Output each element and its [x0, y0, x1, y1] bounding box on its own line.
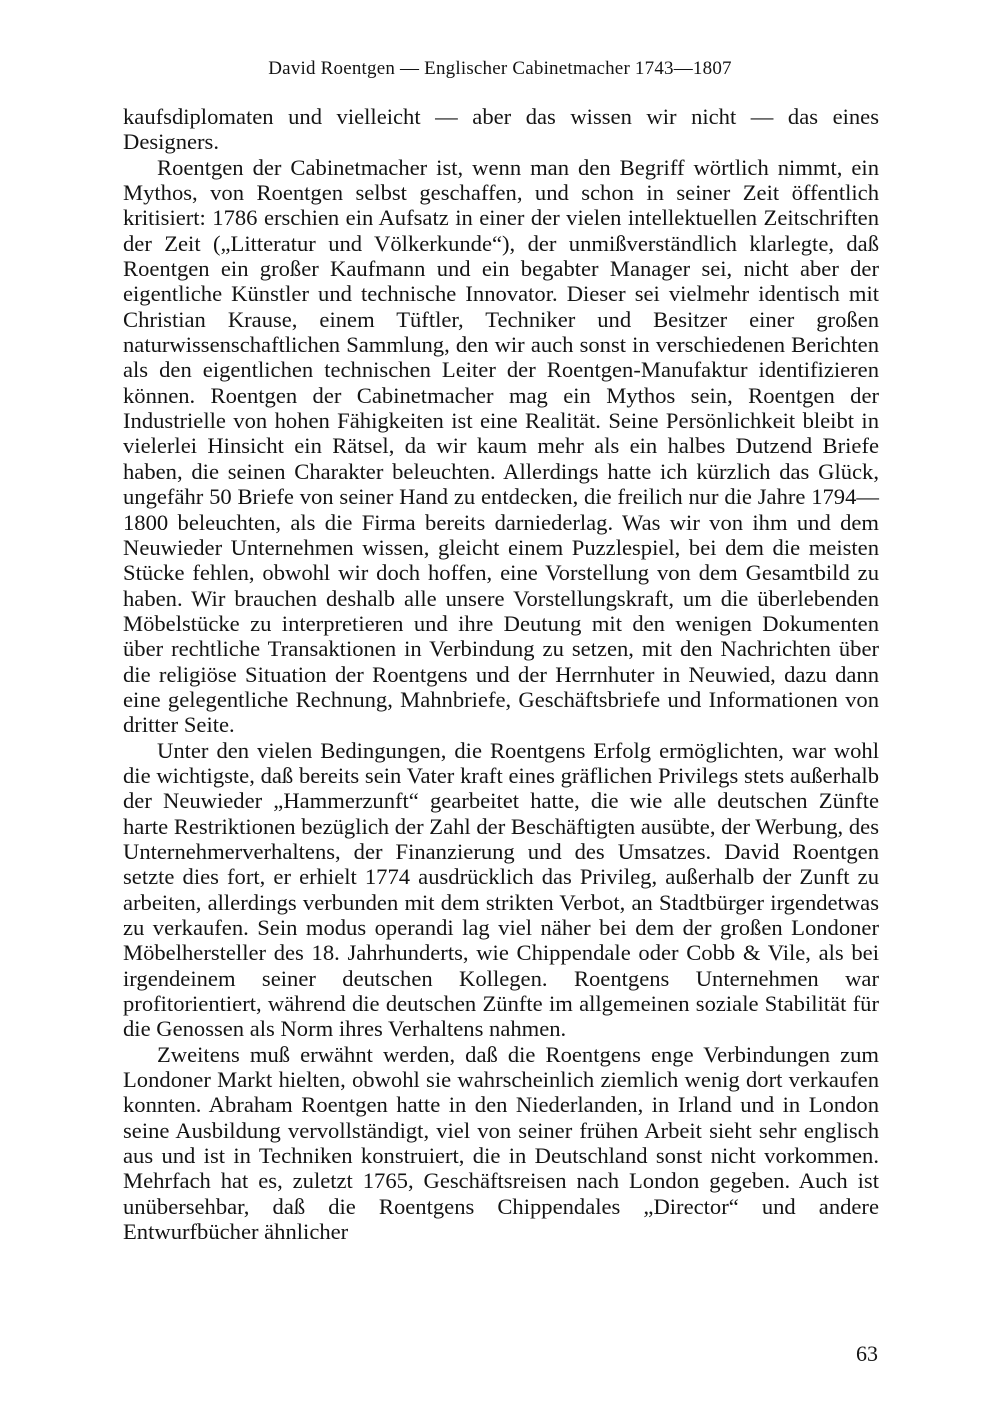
paragraph: Unter den vielen Bedingungen, die Roentgens Erfolg ermöglichten, war wohl die wichtigste, daß bereits sein Vater kraft eines gräflichen Privilegs stets außerhalb der Neuwieder „Hammerzunft“ gearbeitet hatte, die wie alle deutschen Zünfte harte Restriktionen bezüglich der Zahl der Beschäftigten ausübte, der Werbung, des Unternehmerverhaltens, der Finanzierung und des Umsatzes. David Roentgen setzte dies fort, er erhielt 1774 ausdrücklich das Privileg, außerhalb der Zunft zu arbeiten, allerdings verbunden mit dem strikten Verbot, an Stadtbürger irgendetwas zu verkaufen. Sein modus operandi lag viel näher bei dem der großen Londoner Möbelhersteller des 18. Jahrhunderts, wie Chippendale oder Cobb & Vile, als bei irgendeinem seiner deutschen Kollegen. Roentgens Unternehmen war profitorientiert, während die deutschen Zünfte im allgemeinen soziale Stabilität für die Genossen als Norm ihres Verhaltens nahmen. — [123, 737, 879, 1042]
running-header: David Roentgen — Englischer Cabinetmacher 1743—1807 — [268, 58, 732, 79]
page-number: 63 — [856, 1341, 878, 1366]
paragraph: Roentgen der Cabinetmacher ist, wenn man den Begriff wörtlich nimmt, ein Mythos, von Roentgen selbst geschaffen, und schon in seiner Zeit öffentlich kritisiert: 1786 erschien ein Aufsatz in einer der vielen intellektuellen Zeitschriften der Zeit („Litteratur und Völkerkunde“), der unmißverständlich klarlegte, daß Roentgen ein großer Kaufmann und ein begabter Manager sei, nicht aber der eigentliche Künstler und technische Innovator. Dieser sei vielmehr identisch mit Christian Krause, einem Tüftler, Techniker und Besitzer einer großen naturwissenschaftlichen Sammlung, den wir auch sonst in verschiedenen Berichten als den eigentlichen technischen Leiter der Roentgen-Manufaktur identifizieren können. Roentgen der Cabinetmacher mag ein Mythos sein, Roentgen der Industrielle von hohen Fähigkeiten ist eine Realität. Seine Persönlichkeit bleibt in vielerlei Hinsicht ein Rätsel, da wir kaum mehr als ein halbes Dutzend Briefe haben, die seinen Charakter beleuchten. Allerdings hatte ich kürzlich das Glück, ungefähr 50 Briefe von seiner Hand zu entdecken, die freilich nur die Jahre 1794—1800 beleuchten, als die Firma bereits darniederlag. Was wir von ihm und dem Neuwieder Unternehmen wissen, gleicht einem Puzzlespiel, bei dem die meisten Stücke fehlen, obwohl wir doch hoffen, eine Vorstellung von dem Gesamtbild zu haben. Wir brauchen deshalb alle unsere Vorstellungskraft, um die überlebenden Möbelstücke zu interpretieren und ihre Deutung mit den wenigen Dokumenten über rechtliche Transaktionen in Verbindung zu setzen, mit den Nachrichten über die religiöse Situation der Roentgens und der Herrnhuter in Neuwied, dazu dann eine gelegentliche Rechnung, Mahnbriefe, Geschäftsbriefe und Informationen von dritter Seite. — [123, 154, 879, 738]
paragraph: Zweitens muß erwähnt werden, daß die Roentgens enge Verbindungen zum Londoner Markt hielten, obwohl sie wahrscheinlich ziemlich wenig dort verkaufen konnten. Abraham Roentgen hatte in den Niederlanden, in Irland und in London seine Ausbildung vervollständigt, viel von seiner frühen Arbeit sieht sehr englisch aus und ist in Techniken konstruiert, die in Deutschland sonst nicht vorkommen. Mehrfach hat es, zuletzt 1765, Geschäftsreisen nach London gegeben. Auch ist unübersehbar, daß die Roentgens Chippendales „Director“ und andere Entwurfbücher ähnlicher — [123, 1041, 879, 1245]
paragraph: kaufsdiplomaten und vielleicht — aber das wissen wir nicht — das eines Designers. — [123, 104, 879, 155]
body-text — [123, 104, 879, 1244]
